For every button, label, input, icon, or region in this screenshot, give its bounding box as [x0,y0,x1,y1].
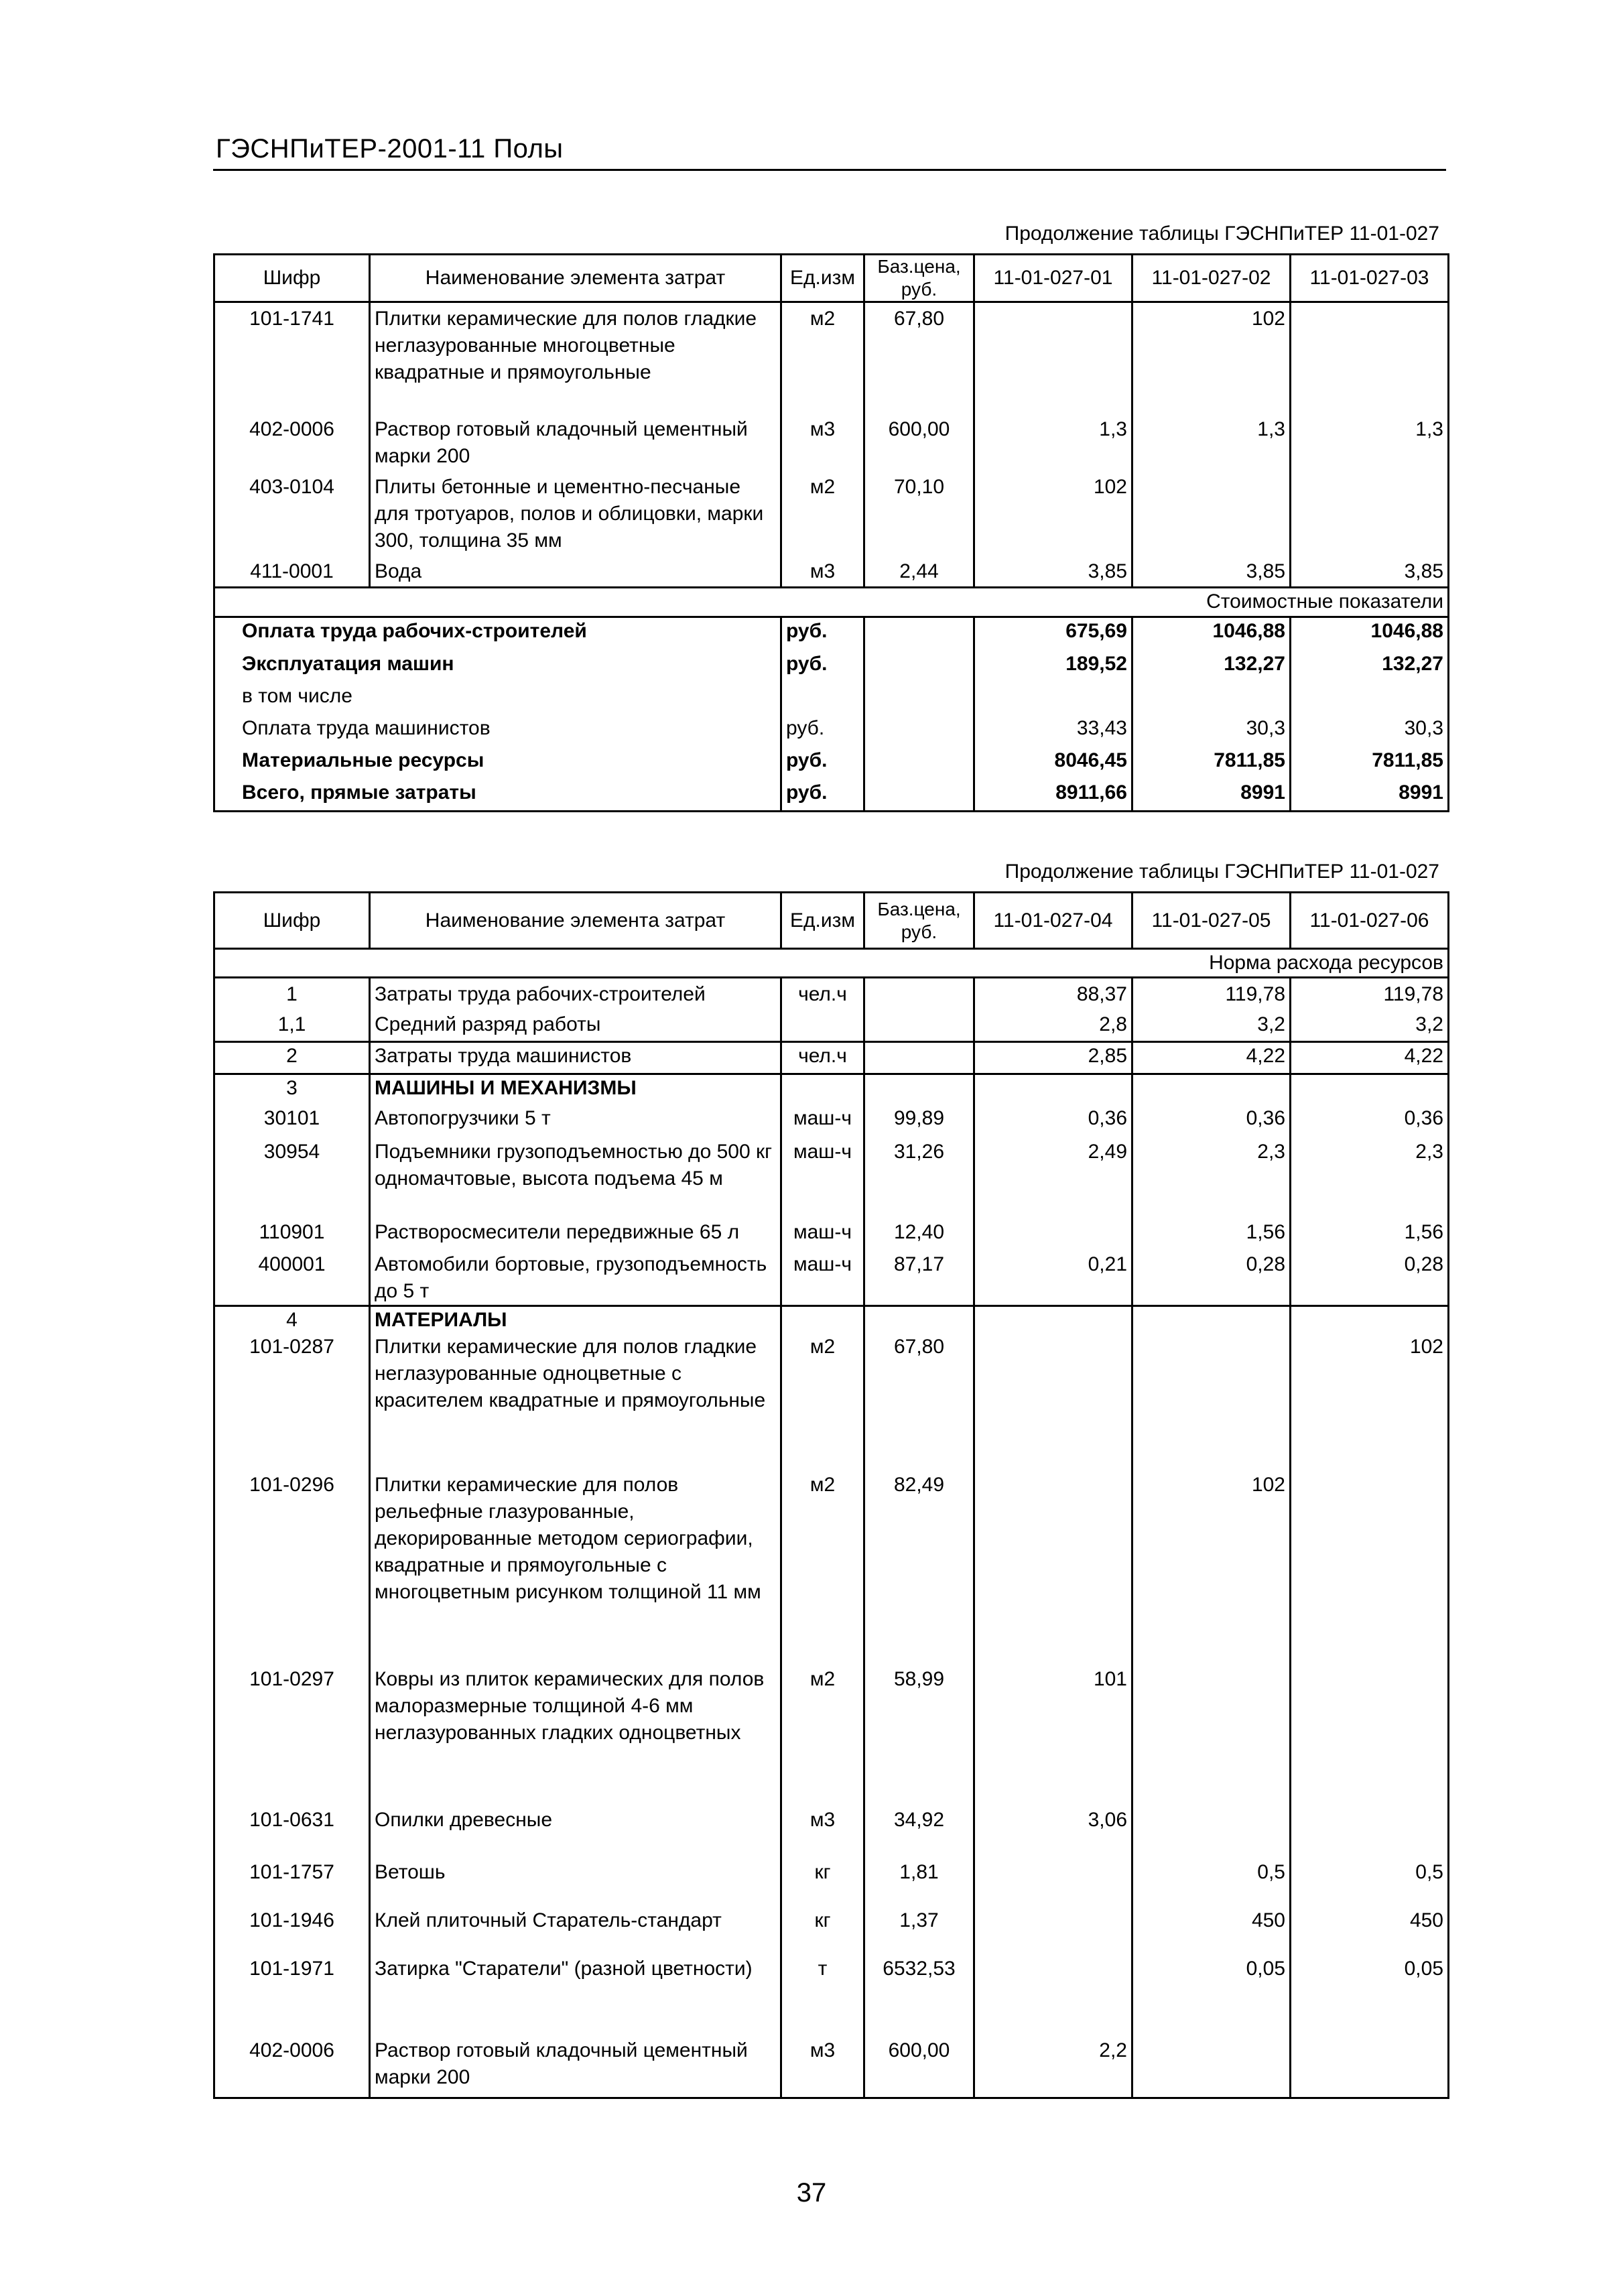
row-value-2: 119,78 [1132,978,1291,1011]
cost-price [864,683,974,715]
row-unit: маш-ч [781,1105,864,1139]
table-row [214,1334,1449,1472]
row-code: 101-0287 [214,1334,370,1472]
row-code: 400001 [214,1251,370,1306]
table-row [214,1105,1449,1139]
row-value-1 [974,1306,1132,1334]
row-value-1: 2,49 [974,1139,1132,1219]
table-row [214,1956,1449,2037]
row-value-2: 3,85 [1132,558,1291,588]
cost-section-row [214,588,1449,617]
row-unit: м2 [781,302,864,416]
row-price: 600,00 [864,2037,974,2098]
cost-price [864,651,974,683]
row-price [864,1011,974,1042]
col-code-3-header: 11-01-027-03 [1291,255,1449,302]
row-price [864,1042,974,1074]
table-row [214,1042,1449,1074]
row-value-3: 1,3 [1291,416,1449,474]
row-unit [781,1306,864,1334]
row-value-3: 3,85 [1291,558,1449,588]
table-row [214,978,1449,1011]
row-value-1: 0,21 [974,1251,1132,1306]
row-price: 99,89 [864,1105,974,1139]
row-code: 110901 [214,1219,370,1251]
table-row [214,1807,1449,1859]
cost-row [214,651,1449,683]
row-price: 82,49 [864,1472,974,1666]
row-name: Раствор готовый кладочный цементный марки 200 [370,2037,781,2098]
row-value-1: 3,06 [974,1807,1132,1859]
cost-value-3: 8991 [1291,779,1449,812]
row-code: 101-0297 [214,1666,370,1807]
row-value-2 [1132,474,1291,558]
table-row [214,1859,1449,1907]
col-unit-header: Ед.изм [781,893,864,949]
row-value-2: 0,28 [1132,1251,1291,1306]
table-row [214,416,1449,474]
row-value-3: 0,28 [1291,1251,1449,1306]
row-code: 101-1971 [214,1956,370,2037]
row-value-1 [974,1334,1132,1472]
row-value-1 [974,1907,1132,1956]
row-unit: кг [781,1859,864,1907]
row-value-2 [1132,2037,1291,2098]
col-code-header: Шифр [214,255,370,302]
norm-section-row [214,949,1449,978]
row-name: Затраты труда рабочих-строителей [370,978,781,1011]
cost-value-1: 675,69 [974,617,1132,651]
cost-unit [781,683,864,715]
row-unit: м2 [781,1334,864,1472]
cost-price [864,617,974,651]
row-value-3: 0,36 [1291,1105,1449,1139]
row-name: Автопогрузчики 5 т [370,1105,781,1139]
row-value-3 [1291,1074,1449,1105]
norm-section-label: Норма расхода ресурсов [214,949,1449,978]
row-code: 101-1757 [214,1859,370,1907]
row-value-2: 102 [1132,302,1291,416]
row-value-2: 0,36 [1132,1105,1291,1139]
col-code-2-header: 11-01-027-02 [1132,255,1291,302]
table-row [214,474,1449,558]
row-value-2 [1132,1666,1291,1807]
row-code: 1,1 [214,1011,370,1042]
row-code: 1 [214,978,370,1011]
cost-name: Всего, прямые затраты [214,779,781,812]
row-name: Плитки керамические для полов гладкие неглазурованные одноцветные с красителем квадратные и прямоугольные [370,1334,781,1472]
row-value-2: 1,56 [1132,1219,1291,1251]
row-unit: чел.ч [781,1042,864,1074]
table-row [214,1251,1449,1306]
cost-value-3: 30,3 [1291,715,1449,747]
row-name: Ветошь [370,1859,781,1907]
cost-price [864,779,974,812]
col-name-header: Наименование элемента затрат [370,255,781,302]
row-code: 403-0104 [214,474,370,558]
table-row [214,1219,1449,1251]
resource-table-2 [213,891,1449,2099]
row-name: Плитки керамические для полов гладкие неглазурованные многоцветные квадратные и прямоугольные [370,302,781,416]
row-price: 600,00 [864,416,974,474]
cost-price [864,715,974,747]
row-unit: м2 [781,1666,864,1807]
cost-value-1: 8911,66 [974,779,1132,812]
header-divider [213,169,1446,171]
row-value-1: 2,85 [974,1042,1132,1074]
row-price: 6532,53 [864,1956,974,2037]
section-title-machines: МАШИНЫ И МЕХАНИЗМЫ [370,1074,781,1105]
table-row [214,2037,1449,2098]
cost-unit: руб. [781,651,864,683]
row-code: 101-0631 [214,1807,370,1859]
row-value-3 [1291,302,1449,416]
row-value-2 [1132,1074,1291,1105]
row-value-3: 1,56 [1291,1219,1449,1251]
table-row [214,1472,1449,1666]
row-unit: чел.ч [781,978,864,1011]
row-name: Раствор готовый кладочный цементный марки 200 [370,416,781,474]
row-value-1: 2,2 [974,2037,1132,2098]
row-price: 12,40 [864,1219,974,1251]
row-price: 1,81 [864,1859,974,1907]
col-code-5-header: 11-01-027-05 [1132,893,1291,949]
row-value-3 [1291,474,1449,558]
row-code: 101-0296 [214,1472,370,1666]
row-value-1: 88,37 [974,978,1132,1011]
row-unit: кг [781,1907,864,1956]
row-name: Подъемники грузоподъемностью до 500 кг одномачтовые, высота подъема 45 м [370,1139,781,1219]
cost-value-2 [1132,683,1291,715]
row-name: Вода [370,558,781,588]
row-name: Средний разряд работы [370,1011,781,1042]
row-code: 411-0001 [214,558,370,588]
section-row-machines [214,1074,1449,1105]
col-name-header: Наименование элемента затрат [370,893,781,949]
row-name: Плитки керамические для полов рельефные глазурованные, декорированные методом сериографии, квадратные и прямоугольные с многоцветным рисунком толщиной 11 мм [370,1472,781,1666]
row-value-2: 450 [1132,1907,1291,1956]
row-value-1 [974,1219,1132,1251]
row-value-2 [1132,1306,1291,1334]
row-value-3 [1291,1306,1449,1334]
cost-unit: руб. [781,779,864,812]
cost-name: Эксплуатация машин [214,651,781,683]
row-price: 2,44 [864,558,974,588]
cost-value-2: 7811,85 [1132,747,1291,779]
row-value-3 [1291,1472,1449,1666]
cost-value-1: 189,52 [974,651,1132,683]
row-value-2: 2,3 [1132,1139,1291,1219]
table-row [214,302,1449,416]
row-code: 402-0006 [214,416,370,474]
page-number: 37 [796,2178,827,2208]
col-code-1-header: 11-01-027-01 [974,255,1132,302]
table1-caption: Продолжение таблицы ГЭСНПиТЕР 11-01-027 [1004,222,1439,245]
page-header-title: ГЭСНПиТЕР-2001-11 Полы [216,134,564,164]
row-code: 30101 [214,1105,370,1139]
row-name: Затраты труда машинистов [370,1042,781,1074]
row-price: 67,80 [864,1334,974,1472]
cost-value-1: 8046,45 [974,747,1132,779]
row-value-1: 1,3 [974,416,1132,474]
row-value-3 [1291,1666,1449,1807]
row-unit: маш-ч [781,1251,864,1306]
row-code: 2 [214,1042,370,1074]
col-price-header: Баз.цена, руб. [864,255,974,302]
cost-value-2: 30,3 [1132,715,1291,747]
row-name: Затирка "Старатели" (разной цветности) [370,1956,781,2037]
table2-header-row [214,893,1449,949]
cost-value-3 [1291,683,1449,715]
row-name: Плиты бетонные и цементно-песчаные для тротуаров, полов и облицовки, марки 300, толщина 35 мм [370,474,781,558]
row-value-2: 0,5 [1132,1859,1291,1907]
row-unit: т [781,1956,864,2037]
row-value-1: 2,8 [974,1011,1132,1042]
table1-header-row [214,255,1449,302]
table2-caption: Продолжение таблицы ГЭСНПиТЕР 11-01-027 [1004,860,1439,883]
cost-name: Материальные ресурсы [214,747,781,779]
row-price: 70,10 [864,474,974,558]
row-value-1: 102 [974,474,1132,558]
col-code-4-header: 11-01-027-04 [974,893,1132,949]
row-unit: м3 [781,2037,864,2098]
cost-value-2: 8991 [1132,779,1291,812]
row-value-1 [974,1472,1132,1666]
row-value-1: 0,36 [974,1105,1132,1139]
col-unit-header: Ед.изм [781,255,864,302]
row-code: 101-1741 [214,302,370,416]
row-unit: маш-ч [781,1139,864,1219]
row-value-1 [974,1956,1132,2037]
row-value-1 [974,1074,1132,1105]
row-code: 3 [214,1074,370,1105]
col-code-header: Шифр [214,893,370,949]
cost-name: в том числе [214,683,781,715]
row-code: 30954 [214,1139,370,1219]
table-row [214,1139,1449,1219]
cost-row [214,779,1449,812]
row-price [864,1306,974,1334]
cost-row [214,683,1449,715]
row-value-2: 1,3 [1132,416,1291,474]
cost-value-3: 132,27 [1291,651,1449,683]
row-price [864,978,974,1011]
cost-row [214,617,1449,651]
row-value-2 [1132,1334,1291,1472]
cost-unit: руб. [781,715,864,747]
cost-value-1: 33,43 [974,715,1132,747]
col-price-header: Баз.цена, руб. [864,893,974,949]
row-price: 31,26 [864,1139,974,1219]
row-unit: маш-ч [781,1219,864,1251]
row-value-1 [974,302,1132,416]
section-title-materials: МАТЕРИАЛЫ [370,1306,781,1334]
row-unit [781,1074,864,1105]
row-unit [781,1011,864,1042]
row-value-1 [974,1859,1132,1907]
table-row [214,1011,1449,1042]
row-code: 402-0006 [214,2037,370,2098]
row-value-3: 119,78 [1291,978,1449,1011]
row-price: 1,37 [864,1907,974,1956]
row-value-1: 101 [974,1666,1132,1807]
row-unit: м2 [781,1472,864,1666]
row-value-3: 3,2 [1291,1011,1449,1042]
row-unit: м3 [781,1807,864,1859]
row-name: Опилки древесные [370,1807,781,1859]
row-price: 67,80 [864,302,974,416]
row-value-3: 0,05 [1291,1956,1449,2037]
resource-table-1 [213,253,1449,812]
row-name: Растворосмесители передвижные 65 л [370,1219,781,1251]
table-row [214,1907,1449,1956]
cost-name: Оплата труда рабочих-строителей [214,617,781,651]
row-price: 58,99 [864,1666,974,1807]
cost-price [864,747,974,779]
row-value-3: 0,5 [1291,1859,1449,1907]
row-value-2: 0,05 [1132,1956,1291,2037]
cost-name: Оплата труда машинистов [214,715,781,747]
col-code-6-header: 11-01-027-06 [1291,893,1449,949]
row-value-3 [1291,1807,1449,1859]
cost-value-1 [974,683,1132,715]
row-price: 87,17 [864,1251,974,1306]
row-value-3: 2,3 [1291,1139,1449,1219]
table-row [214,1666,1449,1807]
row-price [864,1074,974,1105]
cost-value-2: 1046,88 [1132,617,1291,651]
row-price: 34,92 [864,1807,974,1859]
row-value-3 [1291,2037,1449,2098]
cost-section-label: Стоимостные показатели [214,588,1449,617]
cost-value-3: 7811,85 [1291,747,1449,779]
row-value-3: 4,22 [1291,1042,1449,1074]
table-row [214,558,1449,588]
row-unit: м3 [781,416,864,474]
cost-row [214,747,1449,779]
row-code: 101-1946 [214,1907,370,1956]
row-name: Автомобили бортовые, грузоподъемность до 5 т [370,1251,781,1306]
row-unit: м3 [781,558,864,588]
row-value-1: 3,85 [974,558,1132,588]
section-row-materials [214,1306,1449,1334]
cost-value-3: 1046,88 [1291,617,1449,651]
row-value-3: 450 [1291,1907,1449,1956]
row-value-2: 3,2 [1132,1011,1291,1042]
cost-unit: руб. [781,617,864,651]
row-name: Ковры из плиток керамических для полов малоразмерные толщиной 4-6 мм неглазурованных гладких одноцветных [370,1666,781,1807]
cost-row [214,715,1449,747]
row-value-3: 102 [1291,1334,1449,1472]
row-code: 4 [214,1306,370,1334]
row-unit: м2 [781,474,864,558]
row-value-2 [1132,1807,1291,1859]
row-name: Клей плиточный Старатель-стандарт [370,1907,781,1956]
cost-unit: руб. [781,747,864,779]
row-value-2: 4,22 [1132,1042,1291,1074]
row-value-2: 102 [1132,1472,1291,1666]
cost-value-2: 132,27 [1132,651,1291,683]
